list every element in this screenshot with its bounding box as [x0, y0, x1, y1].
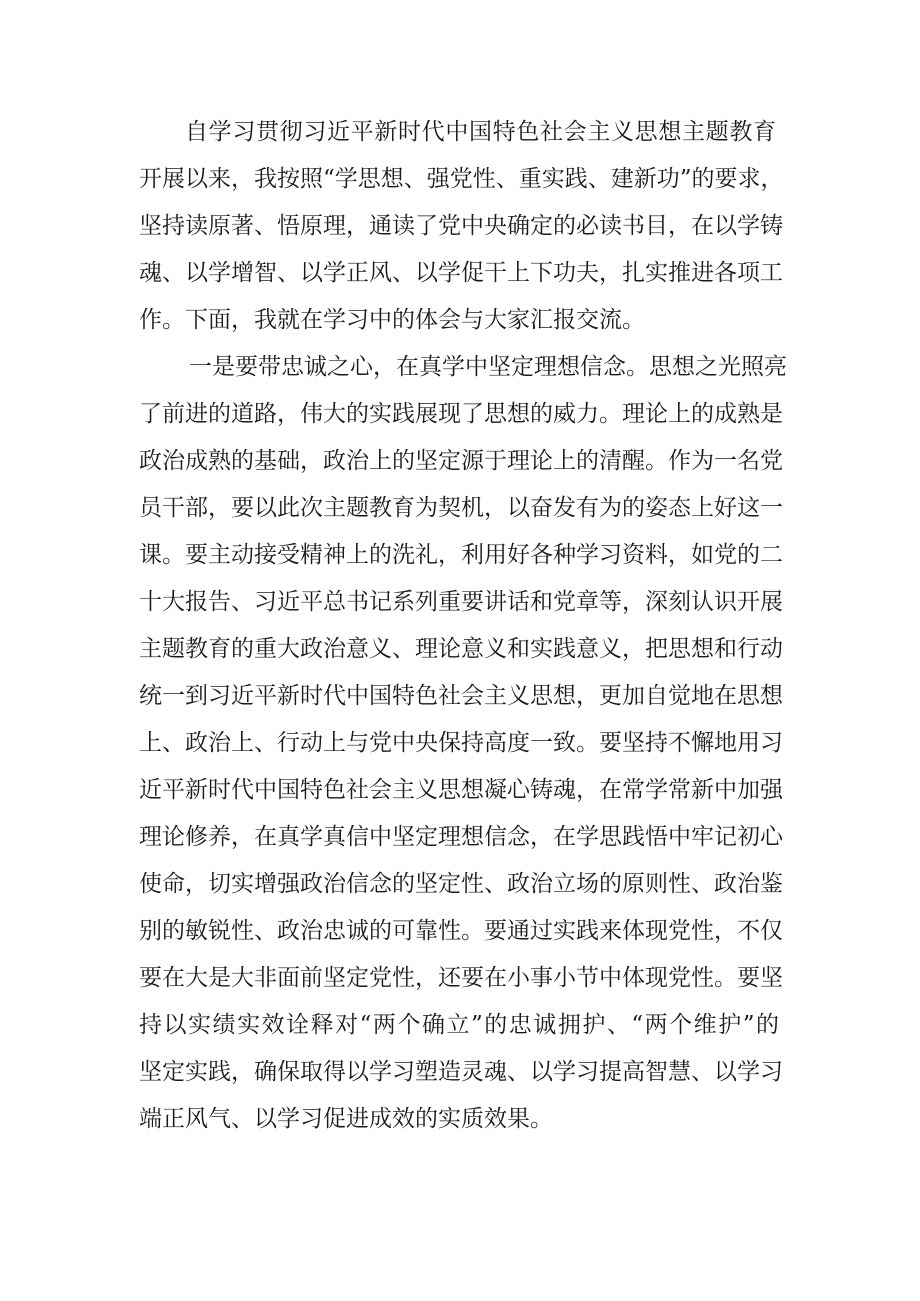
paragraph-line: 端正风气、以学习促进成效的实质效果。 [139, 1106, 553, 1132]
paragraph-line: 开展以来，我按照“学思想、强党性、重实践、建新功”的要求， [139, 166, 784, 192]
paragraph-line: 课。要主动接受精神上的洗礼，利用好各种学习资料，如党的二 [139, 542, 783, 568]
paragraph-line: 十大报告、习近平总书记系列重要讲话和党章等，深刻认识开展 [139, 589, 783, 615]
paragraph-line: 作。下面，我就在学习中的体会与大家汇报交流。 [139, 307, 645, 333]
paragraph-line: 员干部，要以此次主题教育为契机，以奋发有为的姿态上好这一 [139, 495, 783, 521]
paragraph-line: 一是要带忠诚之心，在真学中坚定理想信念。思想之光照亮 [189, 354, 787, 380]
paragraph-line: 别的敏锐性、政治忠诚的可靠性。要通过实践来体现党性，不仅 [139, 918, 783, 944]
paragraph-line: 持以实绩实效诠释对“两个确立”的忠诚拥护、“两个维护”的 [139, 1012, 779, 1038]
paragraph-line: 自学习贯彻习近平新时代中国特色社会主义思想主题教育 [185, 119, 776, 145]
paragraph-line: 近平新时代中国特色社会主义思想凝心铸魂，在常学常新中加强 [139, 777, 783, 803]
paragraph-line: 魂、以学增智、以学正风、以学促干上下功夫，扎实推进各项工 [139, 260, 783, 286]
paragraph-line: 上、政治上、行动上与党中央保持高度一致。要坚持不懈地用习 [139, 730, 783, 756]
paragraph-line: 坚持读原著、悟原理，通读了党中央确定的必读书目，在以学铸 [139, 213, 783, 239]
paragraph-line: 统一到习近平新时代中国特色社会主义思想，更加自觉地在思想 [139, 683, 783, 709]
paragraph-line: 使命，切实增强政治信念的坚定性、政治立场的原则性、政治鉴 [139, 871, 783, 897]
paragraph-line: 坚定实践，确保取得以学习塑造灵魂、以学习提高智慧、以学习 [139, 1059, 783, 1085]
paragraph-line: 政治成熟的基础，政治上的坚定源于理论上的清醒。作为一名党 [139, 448, 783, 474]
paragraph-line: 理论修养，在真学真信中坚定理想信念，在学思践悟中牢记初心 [139, 824, 783, 850]
paragraph-line: 了前进的道路，伟大的实践展现了思想的威力。理论上的成熟是 [139, 401, 783, 427]
paragraph-line: 主题教育的重大政治意义、理论意义和实践意义，把思想和行动 [139, 636, 783, 662]
paragraph-line: 要在大是大非面前坚定党性，还要在小事小节中体现党性。要坚 [139, 965, 783, 991]
